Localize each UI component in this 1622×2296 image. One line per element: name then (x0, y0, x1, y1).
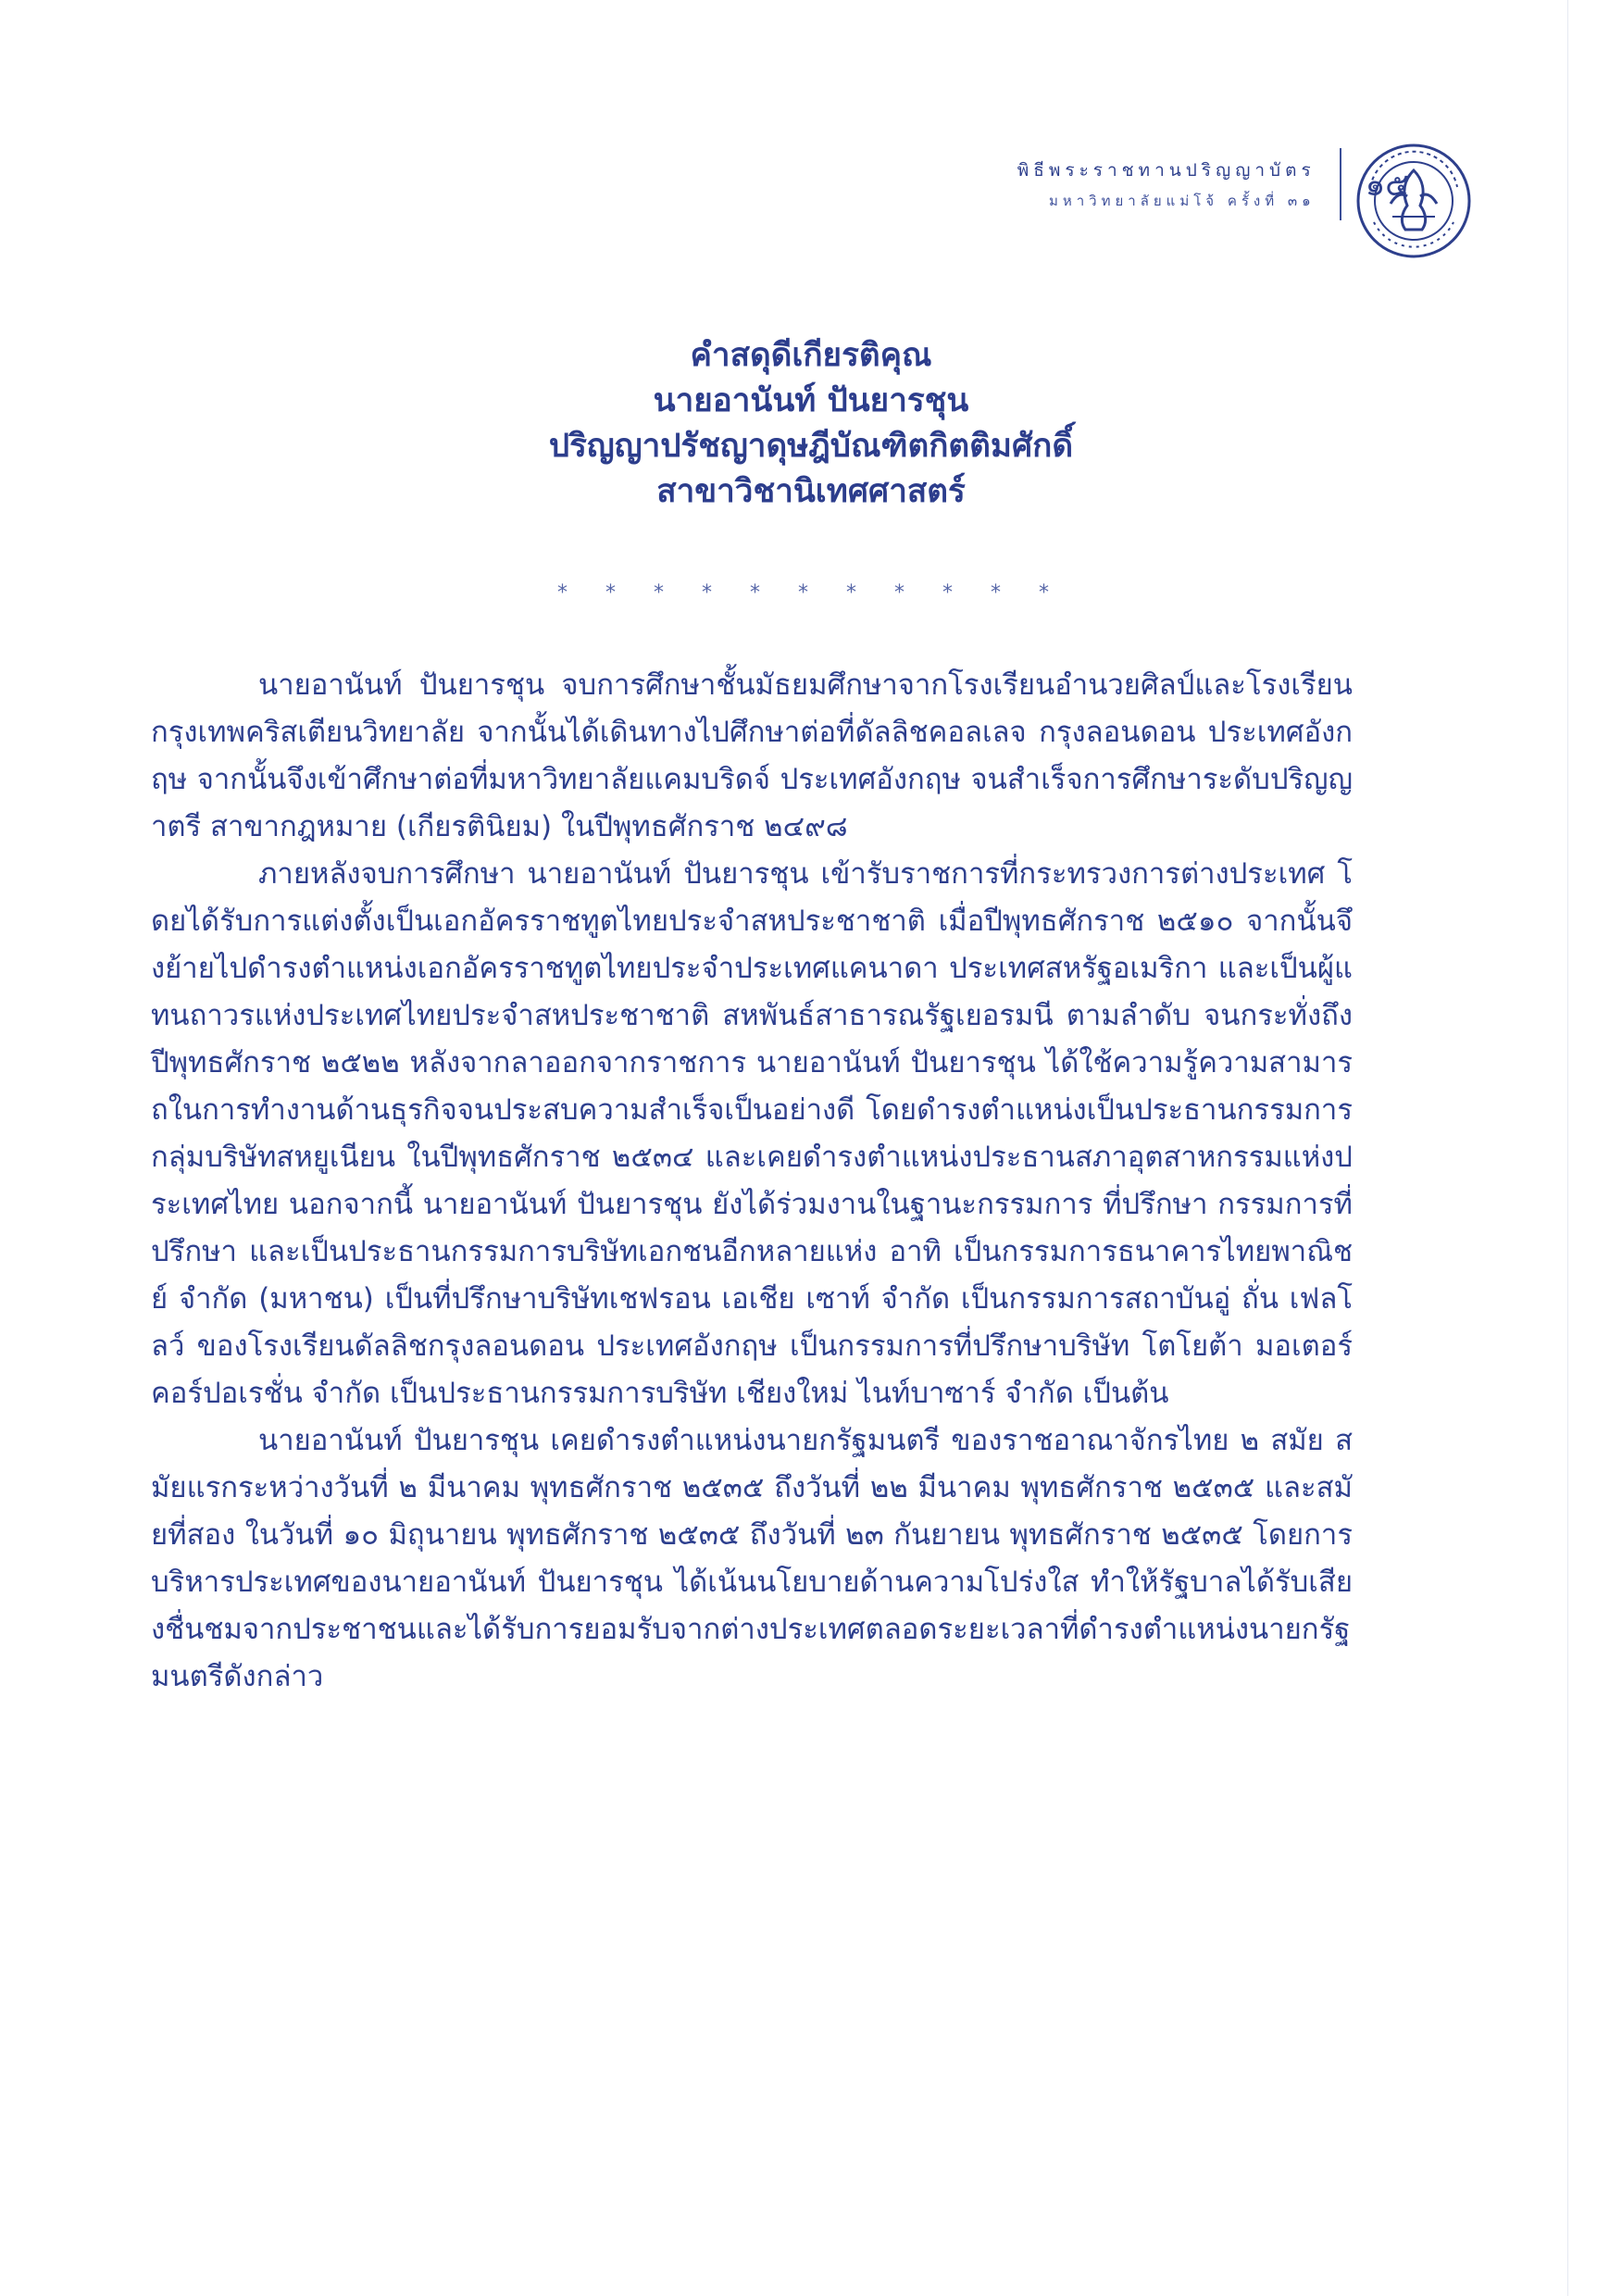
page-header (1017, 148, 1409, 220)
star-separator: * * * * * * * * * * * (557, 581, 1065, 605)
header-text-block (1017, 156, 1340, 212)
citation-body (151, 662, 1353, 1701)
maejo-university-seal-icon (1354, 141, 1474, 261)
field-of-study: สาขาวิชานิเทศศาสตร์ (656, 473, 966, 510)
honoree-name: นายอานันท์ ปันยารชุน (653, 382, 969, 419)
paragraph-education: นายอานันท์ ปันยารชุน จบการศึกษาชั้นมัธยมศึกษาจากโรงเรียนอำนวยศิลป์และโรงเรียนกรุงเทพคริสเตียนวิทยาลัย จากนั้นได้เดินทางไปศึกษาต่อที่ดัลลิชคอลเลจ กรุงลอนดอน ประเทศอังกฤษ จากนั้นจึงเข้าศึกษาต่อที่มหาวิทยาลัยแคมบริดจ์ ประเทศอังกฤษ จนสำเร็จการศึกษาระดับปริญญาตรี สาขากฎหมาย (เกียรตินิยม) ในปีพุทธศักราช ๒๔๙๘ (151, 668, 1353, 843)
page-number: ๑๕ (1365, 167, 1409, 204)
paragraph-career: ภายหลังจบการศึกษา นายอานันท์ ปันยารชุน เข้ารับราชการที่กระทรวงการต่างประเทศ โดยได้รับการแต่งตั้งเป็นเอกอัครราชทูตไทยประจำสหประชาชาติ เมื่อปีพุทธศักราช ๒๕๑๐ จากนั้นจึงย้ายไปดำรงตำแหน่งเอกอัครราชทูตไทยประจำประเทศแคนาดา ประเทศสหรัฐอเมริกา และเป็นผู้แทนถาวรแห่งประเทศไทยประจำสหประชาชาติ สหพันธ์สาธารณรัฐเยอรมนี ตามลำดับ จนกระทั่งถึงปีพุทธศักราช ๒๕๒๒ หลังจากลาออกจากราชการ นายอานันท์ ปันยารชุน ได้ใช้ความรู้ความสามารถในการทำงานด้านธุรกิจจนประสบความสำเร็จเป็นอย่างดี โดยดำรงตำแหน่งเป็นประธานกรรมการกลุ่มบริษัทสหยูเนียน ในปีพุทธศักราช ๒๕๓๔ และเคยดำรงตำแหน่งประธานสภาอุตสาหกรรมแห่งประเทศไทย นอกจากนี้ นายอานันท์ ปันยารชุน ยังได้ร่วมงานในฐานะกรรมการ ที่ปรึกษา กรรมการที่ปรึกษา และเป็นประธานกรรมการบริษัทเอกชนอีกหลายแห่ง อาทิ เป็นกรรมการธนาคารไทยพาณิชย์ จำกัด (มหาชน) เป็นที่ปรึกษาบริษัทเชฟรอน เอเชีย เซาท์ จำกัด เป็นกรรมการสถาบันอู่ ถั่น เฟลโลว์ ของโรงเรียนดัลลิชกรุงลอนดอน ประเทศอังกฤษ เป็นกรรมการที่ปรึกษาบริษัท โตโยต้า มอเตอร์ คอร์ปอเรชั่น จำกัด เป็นประธานกรรมการบริษัท เชียงใหม่ ไนท์บาซาร์ จำกัด เป็นต้น (151, 857, 1353, 1410)
paragraph-prime-minister: นายอานันท์ ปันยารชุน เคยดำรงตำแหน่งนายกรัฐมนตรี ของราชอาณาจักรไทย ๒ สมัย สมัยแรกระหว่างวันที่ ๒ มีนาคม พุทธศักราช ๒๕๓๕ ถึงวันที่ ๒๒ มีนาคม พุทธศักราช ๒๕๓๕ และสมัยที่สอง ในวันที่ ๑๐ มิถุนายน พุทธศักราช ๒๕๓๕ ถึงวันที่ ๒๓ กันยายน พุทธศักราช ๒๕๓๕ โดยการบริหารประเทศของนายอานันท์ ปันยารชุน ได้เน้นนโยบายด้านความโปร่งใส ทำให้รัฐบาลได้รับเสียงชื่นชมจากประชาชนและได้รับการยอมรับจากต่างประเทศตลอดระยะเวลาที่ดำรงตำแหน่งนายกรัฐมนตรีดังกล่าว (151, 1424, 1353, 1693)
ceremony-title: พิธีพระราชทานปริญญาบัตร (1017, 160, 1316, 181)
document-title: คำสดุดีเกียรติคุณ (690, 337, 932, 374)
degree-name: ปริญญาปรัชญาดุษฎีบัณฑิตกิตติมศักดิ์ (548, 428, 1074, 465)
university-edition: มหาวิทยาลัยแม่โจ้ ครั้งที่ ๓๑ (1048, 193, 1316, 209)
title-block (0, 333, 1622, 515)
